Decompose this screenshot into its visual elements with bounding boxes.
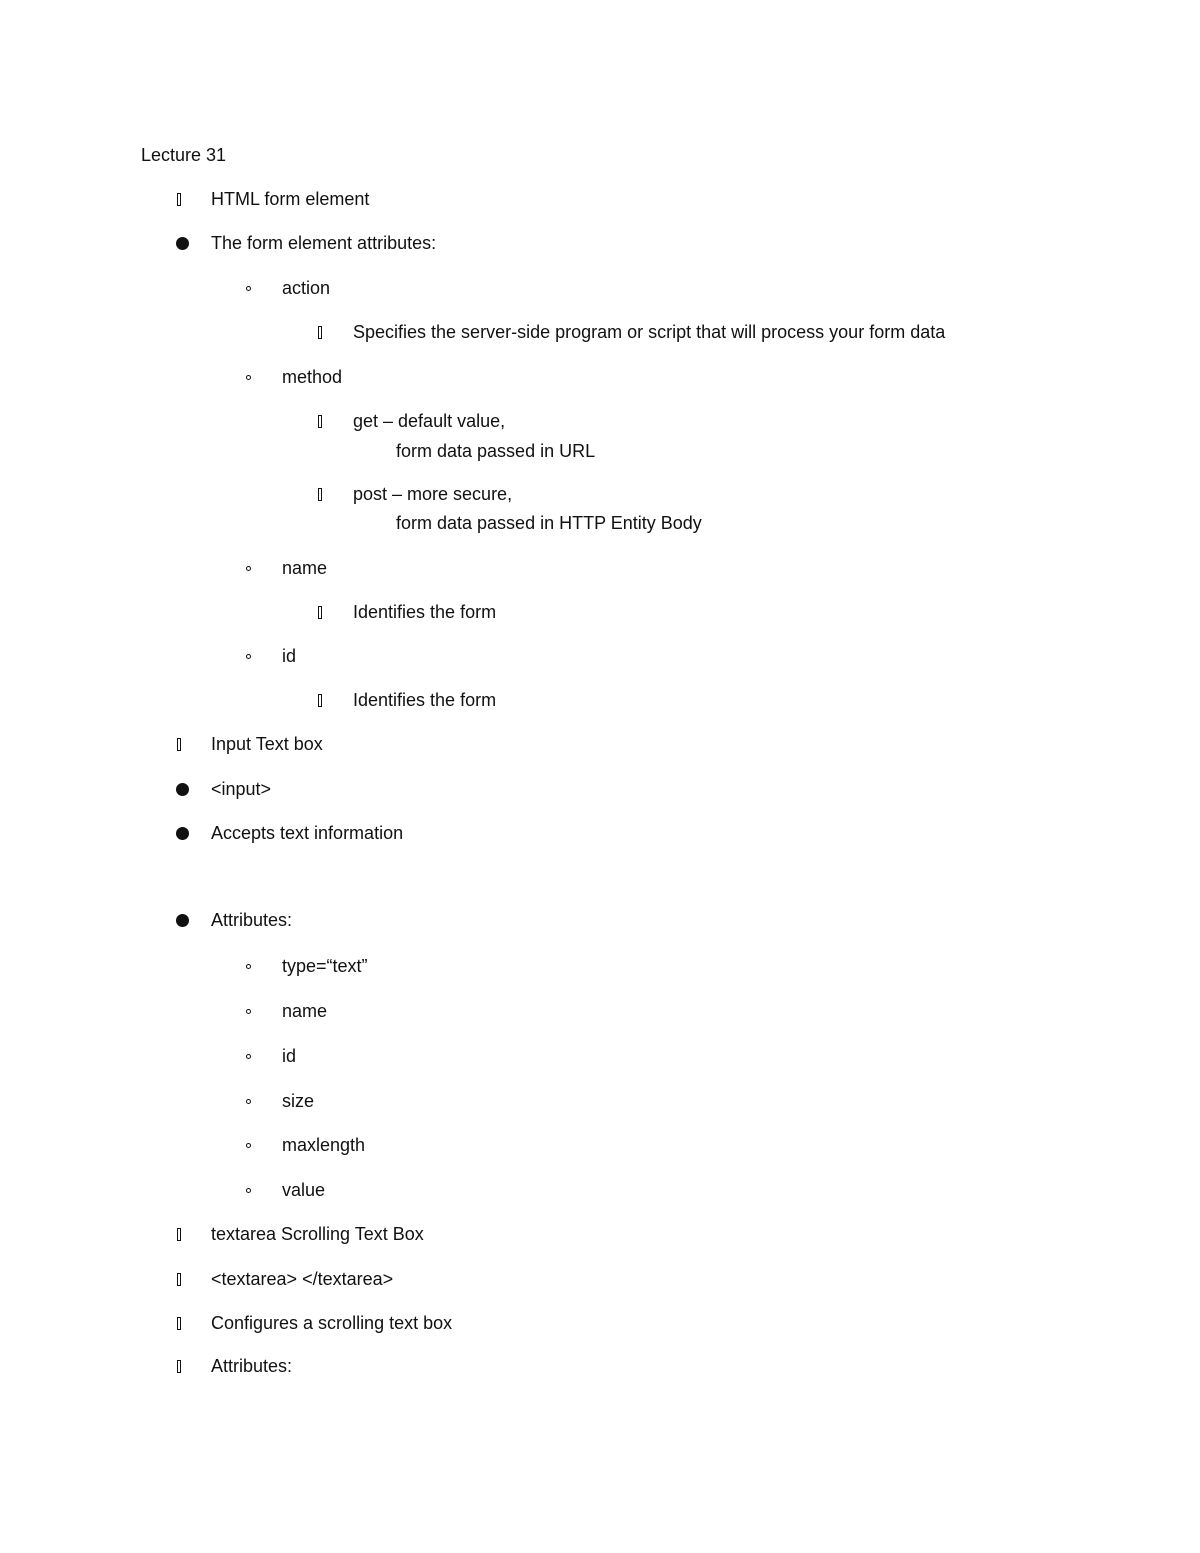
box-bullet-icon [318,326,322,339]
box-bullet-icon [318,415,322,428]
circle-bullet-icon [246,286,251,291]
circle-bullet-icon [246,964,251,969]
disc-bullet-icon [176,783,189,796]
circle-bullet-icon [246,566,251,571]
circle-bullet-icon [246,654,251,659]
list-item-continuation: form data passed in HTTP Entity Body [396,513,702,533]
box-bullet-icon [177,1273,181,1286]
circle-bullet-icon [246,1009,251,1014]
box-bullet-icon [177,1228,181,1241]
box-bullet-icon [177,193,181,206]
page-title: Lecture 31 [141,145,227,165]
list-item-continuation: form data passed in URL [396,441,596,461]
disc-bullet-icon [176,827,189,840]
circle-bullet-icon [246,1188,251,1193]
disc-bullet-icon [176,237,189,250]
circle-bullet-icon [246,1054,251,1059]
disc-bullet-icon [176,914,189,927]
box-bullet-icon [318,694,322,707]
box-bullet-icon [318,606,322,619]
box-bullet-icon [177,738,181,751]
box-bullet-icon [177,1317,181,1330]
circle-bullet-icon [246,375,251,380]
circle-bullet-icon [246,1099,251,1104]
box-bullet-icon [177,1360,181,1373]
document-page: Lecture 31 HTML form element The form element attributes: action Specifies the server-side program or script that will process your form data method get – default value, form data passed in URL post – more secure, form data passed in HTTP Entity Body name Identifies the form id Identifies the form Input Text box <input> Accepts text information Attributes: type=“text” name id size maxlength value textarea Scrolling Text Box <textarea> </textarea> Configures a scrolling text box Attributes: [141,145,946,1376]
circle-bullet-icon [246,1143,251,1148]
box-bullet-icon [318,488,322,501]
